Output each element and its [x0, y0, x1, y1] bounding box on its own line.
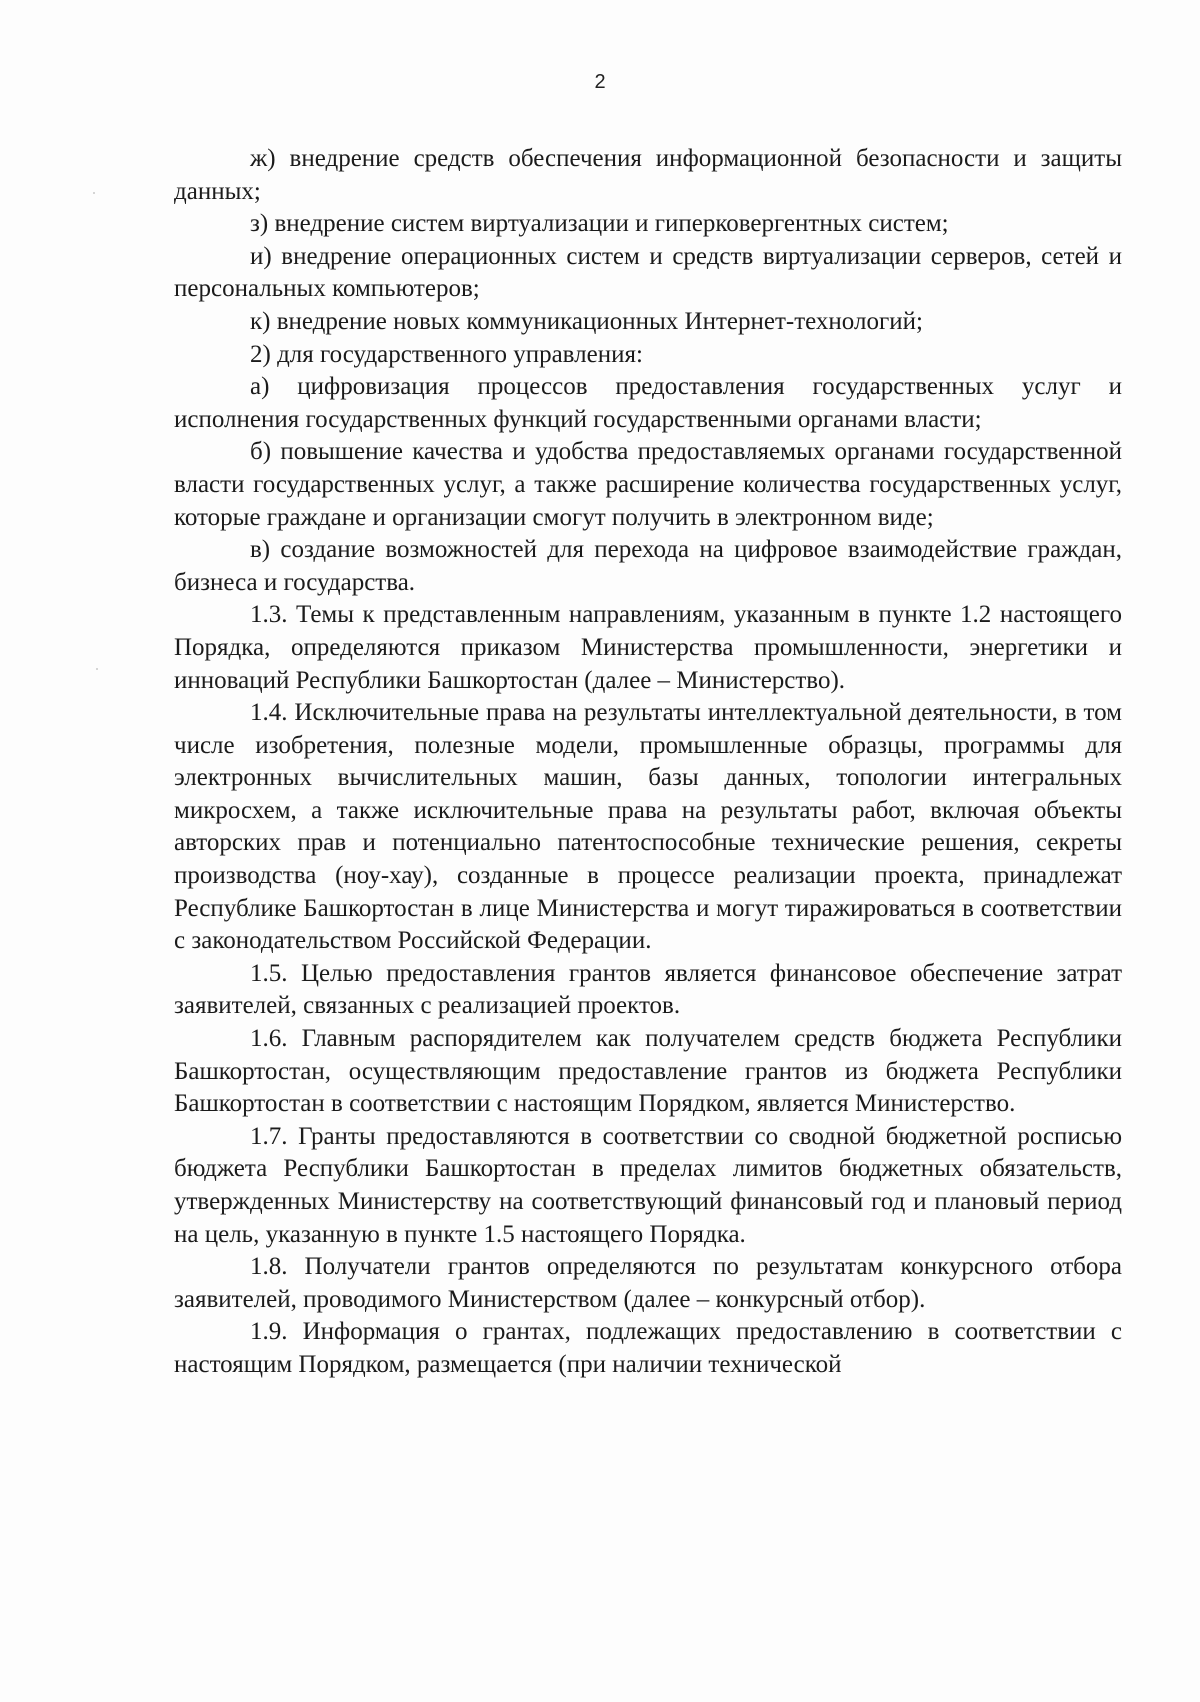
- paragraph-item-b: б) повышение качества и удобства предоставляемых органами государственной власти государственных услуг, а также расширение количества государственных услуг, которые граждане и организации смогут получить в электронном виде;: [174, 438, 1122, 531]
- paragraph-clause-1-5: 1.5. Целью предоставления грантов является финансовое обеспечение затрат заявителей, связанных с реализацией проектов.: [174, 959, 1122, 1020]
- paragraph-clause-1-8: 1.8. Получатели грантов определяются по результатам конкурсного отбора заявителей, проводимого Министерством (далее – конкурсный отбор).: [174, 1253, 1122, 1313]
- page-number: 2: [594, 71, 606, 93]
- paragraph-item-a: а) цифровизация процессов предоставления государственных услуг и исполнения государственных функций государственными органами власти;: [174, 373, 1122, 433]
- paragraph-section-2: 2) для государственного управления:: [250, 340, 643, 368]
- paragraph-item-v: в) создание возможностей для перехода на цифровое взаимодействие граждан, бизнеса и государства.: [174, 536, 1122, 596]
- document-body: [174, 143, 1122, 1382]
- paragraph-clause-1-9: 1.9. Информация о грантах, подлежащих предоставлению в соответствии с настоящим Порядком, размещается (при наличии технической: [174, 1318, 1122, 1378]
- paragraph-item-k: к) внедрение новых коммуникационных Интернет-технологий;: [250, 307, 923, 335]
- paragraph-item-i: и) внедрение операционных систем и средств виртуализации серверов, сетей и персональных компьютеров;: [174, 242, 1122, 303]
- paragraph-item-z: з) внедрение систем виртуализации и гиперковергентных систем;: [250, 210, 949, 238]
- paragraph-clause-1-3: 1.3. Темы к представленным направлениям, указанным в пункте 1.2 настоящего Порядка, определяются приказом Министерства промышленности, энергетики и инноваций Республики Башкортостан (далее – Министерство).: [174, 601, 1122, 694]
- scan-speck: [93, 192, 95, 194]
- scan-speck: [96, 668, 98, 670]
- paragraph-clause-1-7: 1.7. Гранты предоставляются в соответствии со сводной бюджетной росписью бюджета Республики Башкортостан в пределах лимитов бюджетных обязательств, утвержденных Министерству на соответствующий финансовый год и плановый период на цель, указанную в пункте 1.5 настоящего Порядка.: [174, 1122, 1122, 1248]
- paragraph-item-zh: ж) внедрение средств обеспечения информационной безопасности и защиты данных;: [174, 145, 1122, 205]
- paragraph-clause-1-6: 1.6. Главным распорядителем как получателем средств бюджета Республики Башкортостан, осуществляющим предоставление грантов из бюджета Республики Башкортостан в соответствии с настоящим Порядком, является Министерство.: [174, 1025, 1122, 1118]
- paragraph-clause-1-4: 1.4. Исключительные права на результаты интеллектуальной деятельности, в том числе изобретения, полезные модели, промышленные образцы, программы для электронных вычислительных машин, базы данных, топологии интегральных микросхем, а также исключительные права на результаты работ, включая объекты авторских прав и потенциально патентоспособные технические решения, секреты производства (ноу-хау), созданные в процессе реализации проекта, принадлежат Республике Башкортостан в лице Министерства и могут тиражироваться в соответствии с законодательством Российской Федерации.: [174, 699, 1122, 955]
